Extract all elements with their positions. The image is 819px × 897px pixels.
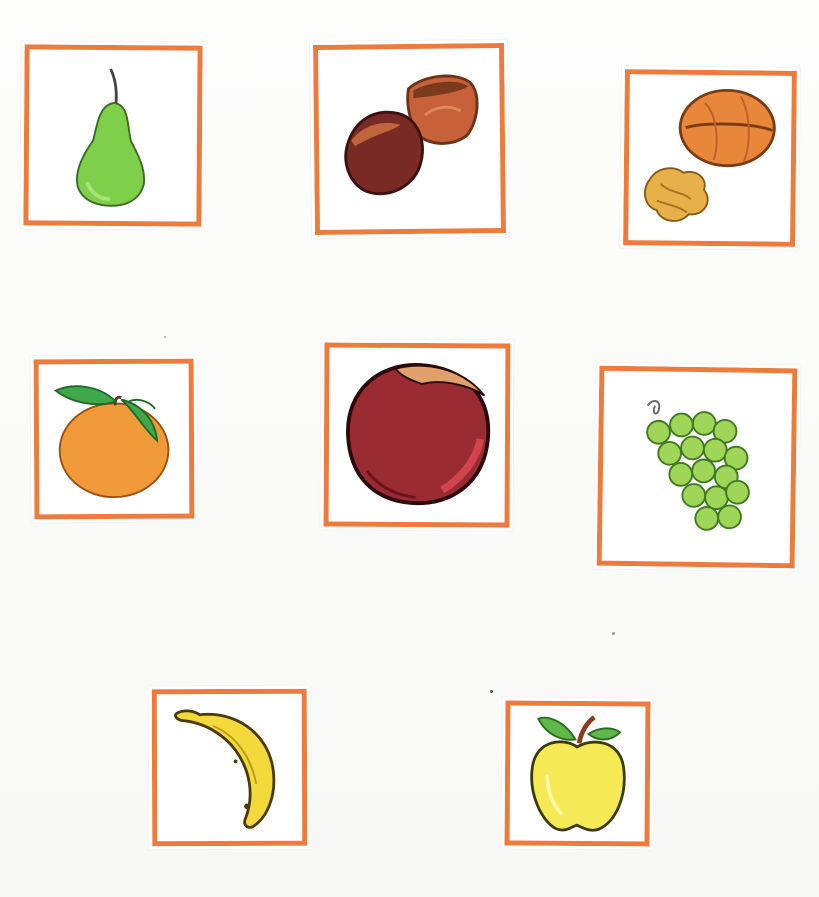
- dust-speck: [612, 632, 615, 635]
- card-hazelnuts[interactable]: [313, 43, 506, 235]
- hazelnut-icon: [318, 48, 501, 230]
- card-pear[interactable]: [23, 44, 202, 226]
- orange-icon: [39, 364, 190, 515]
- chestnut-icon: [329, 348, 506, 523]
- dust-speck: [164, 336, 166, 338]
- card-orange[interactable]: [34, 359, 195, 520]
- card-banana[interactable]: [152, 689, 308, 847]
- banana-icon: [157, 694, 303, 842]
- pear-icon: [28, 49, 197, 221]
- walnut-icon: [628, 74, 792, 242]
- card-grapes[interactable]: [597, 366, 798, 569]
- apple-icon: [510, 706, 646, 842]
- dust-speck: [490, 690, 493, 693]
- card-apple[interactable]: [504, 700, 650, 846]
- card-chestnut[interactable]: [324, 343, 511, 528]
- card-walnut[interactable]: [623, 69, 797, 247]
- grapes-icon: [602, 371, 793, 564]
